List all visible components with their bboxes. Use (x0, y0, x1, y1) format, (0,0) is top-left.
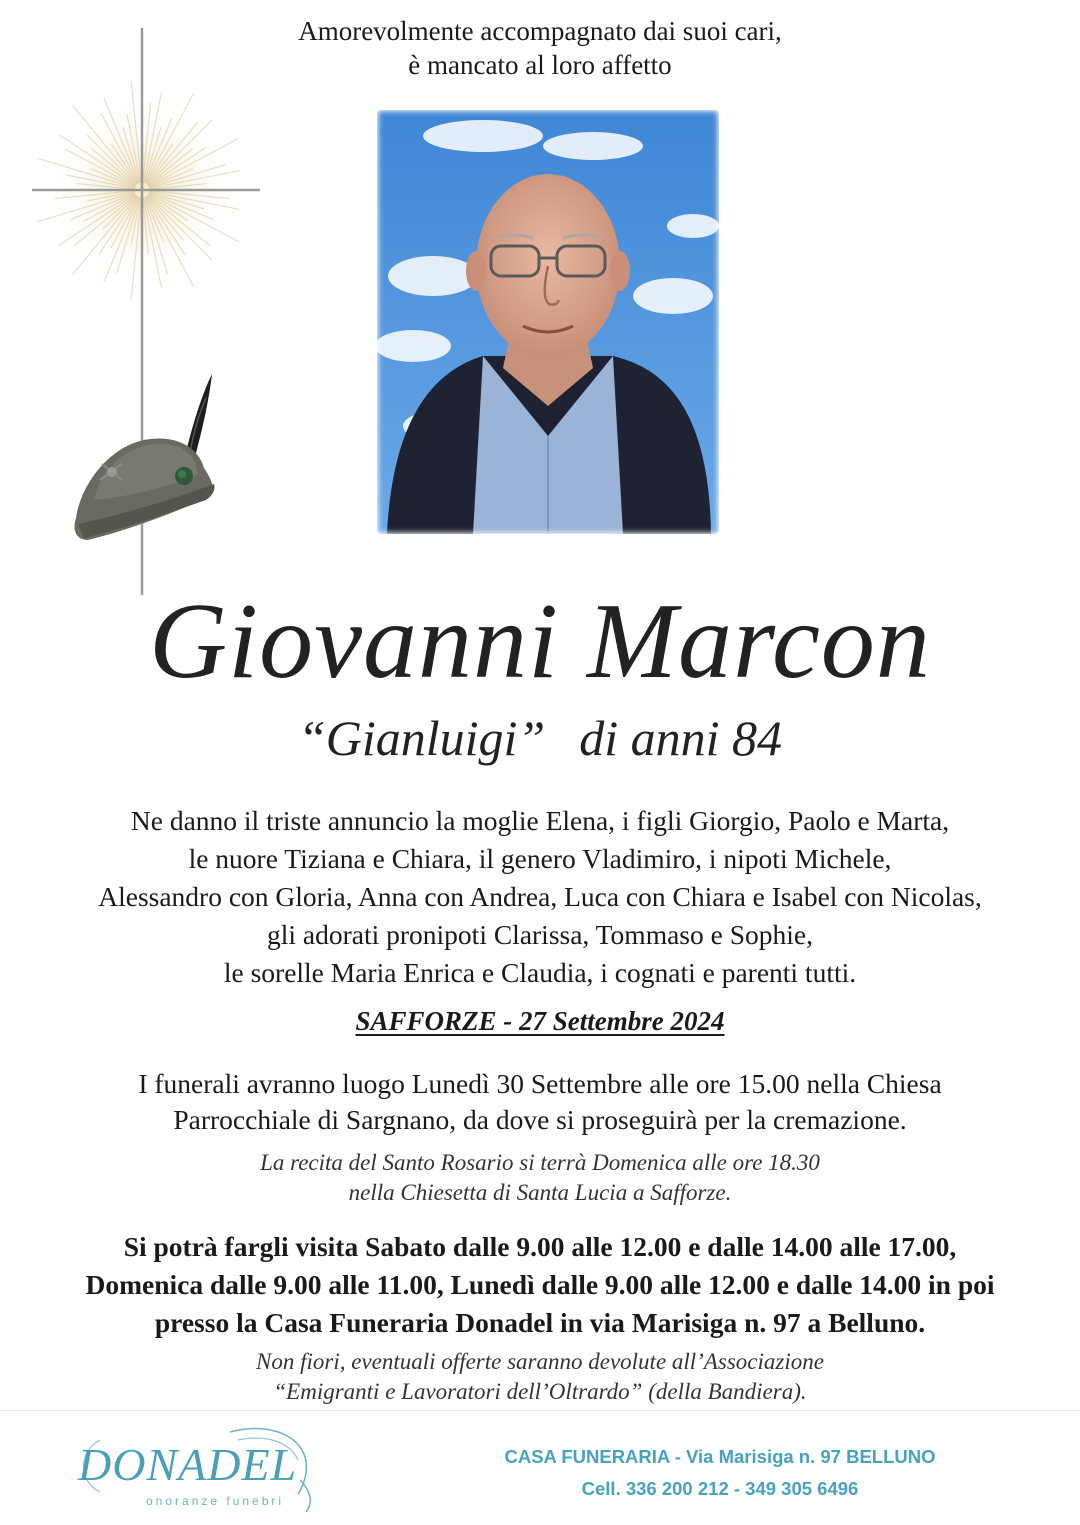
visit-line: Si potrà fargli visita Sabato dalle 9.00 alle 12.00 e dalle 14.00 alle 17.00, (123, 1231, 957, 1262)
logo-name: DONADEL (78, 1439, 298, 1490)
donation-note (0, 1347, 1080, 1407)
family-line: le nuore Tiziana e Chiara, il genero Vladimiro, i nipoti Michele, (188, 843, 892, 874)
deceased-subtitle (0, 708, 1080, 768)
rosary-info (0, 1148, 1080, 1208)
visit-line: presso la Casa Funeraria Donadel in via Marisiga n. 97 a Belluno. (154, 1307, 926, 1338)
footer-divider (0, 1410, 1080, 1411)
family-line: Alessandro con Gloria, Anna con Andrea, Luca con Chiara e Isabel con Nicolas, (98, 881, 982, 912)
funeral-line: I funerali avranno luogo Lunedì 30 Settembre alle ore 15.00 nella Chiesa (138, 1068, 942, 1099)
intro-line-2: è mancato al loro affetto (408, 50, 672, 80)
deceased-age: di anni 84 (579, 710, 783, 766)
portrait-photo (373, 106, 723, 538)
deceased-nickname: “Gianluigi” (297, 710, 546, 766)
funeral-info (0, 1066, 1080, 1138)
note-line: “Emigranti e Lavoratori dell’Oltrardo” (della Bandiera). (273, 1379, 807, 1404)
visit-info (0, 1228, 1080, 1342)
deceased-name: Giovanni Marcon (149, 582, 931, 701)
family-line: le sorelle Maria Enrica e Claudia, i cognati e parenti tutti. (223, 957, 857, 988)
footer-address: CASA FUNERARIA - Via Marisiga n. 97 BELLUNO (504, 1446, 936, 1467)
footer-phones: Cell. 336 200 212 - 349 305 6496 (581, 1478, 859, 1499)
family-line: gli adorati pronipoti Clarissa, Tommaso e Sophie, (267, 919, 813, 950)
funeral-line: Parrocchiale di Sargnano, da dove si proseguirà per la cremazione. (173, 1104, 907, 1135)
family-announcement (0, 802, 1080, 992)
place-date: SAFFORZE - 27 Settembre 2024 (355, 1006, 725, 1036)
alpine-hat-icon (66, 368, 226, 548)
donadel-logo (70, 1420, 340, 1520)
note-line: Non fiori, eventuali offerte saranno devolute all’Associazione (256, 1349, 824, 1374)
intro-line-1: Amorevolmente accompagnato dai suoi cari, (298, 16, 782, 46)
logo-tagline: onoranze funebri (146, 1494, 285, 1508)
visit-line: Domenica dalle 9.00 alle 11.00, Lunedì dalle 9.00 alle 12.00 e dalle 14.00 in poi (85, 1269, 995, 1300)
family-line: Ne danno il triste annuncio la moglie Elena, i figli Giorgio, Paolo e Marta, (130, 805, 950, 836)
rosary-line: nella Chiesetta di Santa Lucia a Safforze. (348, 1180, 732, 1205)
rosary-line: La recita del Santo Rosario si terrà Domenica alle ore 18.30 (260, 1150, 820, 1175)
